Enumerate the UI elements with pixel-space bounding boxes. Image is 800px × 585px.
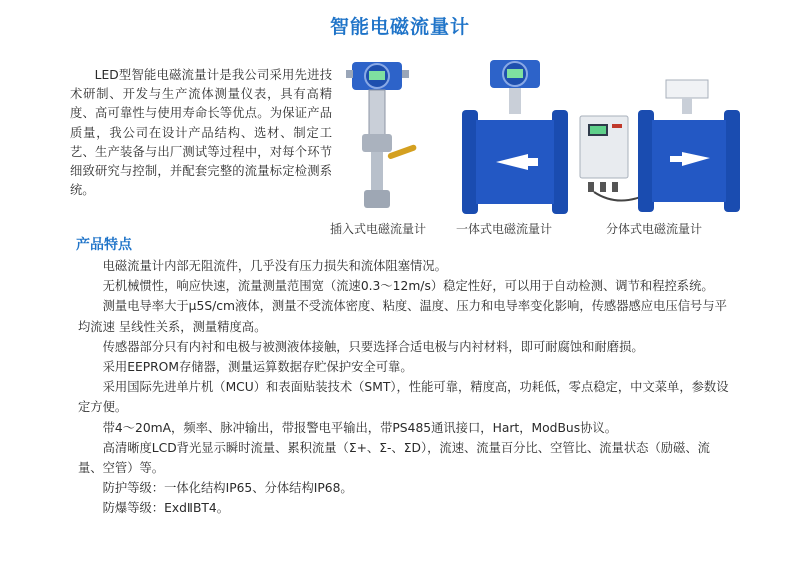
product-integrated xyxy=(456,58,576,218)
feature-item: 无机械惯性，响应快速，流量测量范围宽（流速0.3～12m/s）稳定性好，可以用于自动检测、调节和程控系统。 xyxy=(102,279,714,294)
page-title: 智能电磁流量计 xyxy=(329,16,470,38)
feature-item: 防爆等级：ExdⅡBT4。 xyxy=(102,501,230,516)
intro-text: LED型智能电磁流量计是我公司采用先进技术研制、开发与生产流体测量仪表，具有高精度、高可靠性与使用寿命长等优点。为保证产品质量，我公司在设计产品结构、选材、制定工艺、生产装备与出厂测试等过程中，对每个环节细致研究与控制，并配套完整的流量标定检测系统。 xyxy=(70,68,332,198)
split-flowmeter-icon xyxy=(578,58,758,218)
intro-paragraph xyxy=(70,66,332,200)
caption-integrated: 一体式电磁流量计 xyxy=(456,222,553,236)
feature-item: 防护等级：一体化结构IP65、分体结构IP68。 xyxy=(102,481,353,496)
feature-item: 电磁流量计内部无阻流件，几乎没有压力损失和流体阻塞情况。 xyxy=(102,259,447,273)
product-split xyxy=(578,58,758,218)
integrated-flowmeter-icon xyxy=(456,58,576,218)
feature-item: 传感器部分只有内衬和电极与被测液体接触，只要选择合适电极与内衬材料，即可耐腐蚀和耐磨损。 xyxy=(102,339,644,354)
insertion-flowmeter-icon xyxy=(338,58,428,218)
feature-item: 高清晰度LCD背光显示瞬时流量、累积流量（Σ+、Σ-、ΣD），流速、流量百分比、空管比、流量状态（励磁、流量、空管）等。 xyxy=(78,440,710,476)
caption-insertion: 插入式电磁流量计 xyxy=(330,222,427,236)
product-images xyxy=(330,58,778,238)
features-title: 产品特点 xyxy=(76,237,132,253)
feature-item: 测量电导率大于μ5S/cm液体，测量不受流体密度、粘度、温度、压力和电导率变化影响，传感器感应电压信号与平均流速 呈线性关系，测量精度高。 xyxy=(78,299,727,334)
feature-item: 带4～20mA，频率、脉冲输出，带报警电平输出，带PS485通讯接口，Hart，ModBus协议。 xyxy=(102,420,617,435)
caption-split: 分体式电磁流量计 xyxy=(606,222,703,236)
feature-item: 采用国际先进单片机（MCU）和表面贴装技术（SMT），性能可靠，精度高，功耗低，零点稳定，中文菜单，参数设定方便。 xyxy=(78,380,729,415)
feature-item: 采用EEPROM存储器，测量运算数据存贮保护安全可靠。 xyxy=(102,360,413,375)
product-insertion xyxy=(338,58,428,218)
features-list xyxy=(78,256,730,519)
